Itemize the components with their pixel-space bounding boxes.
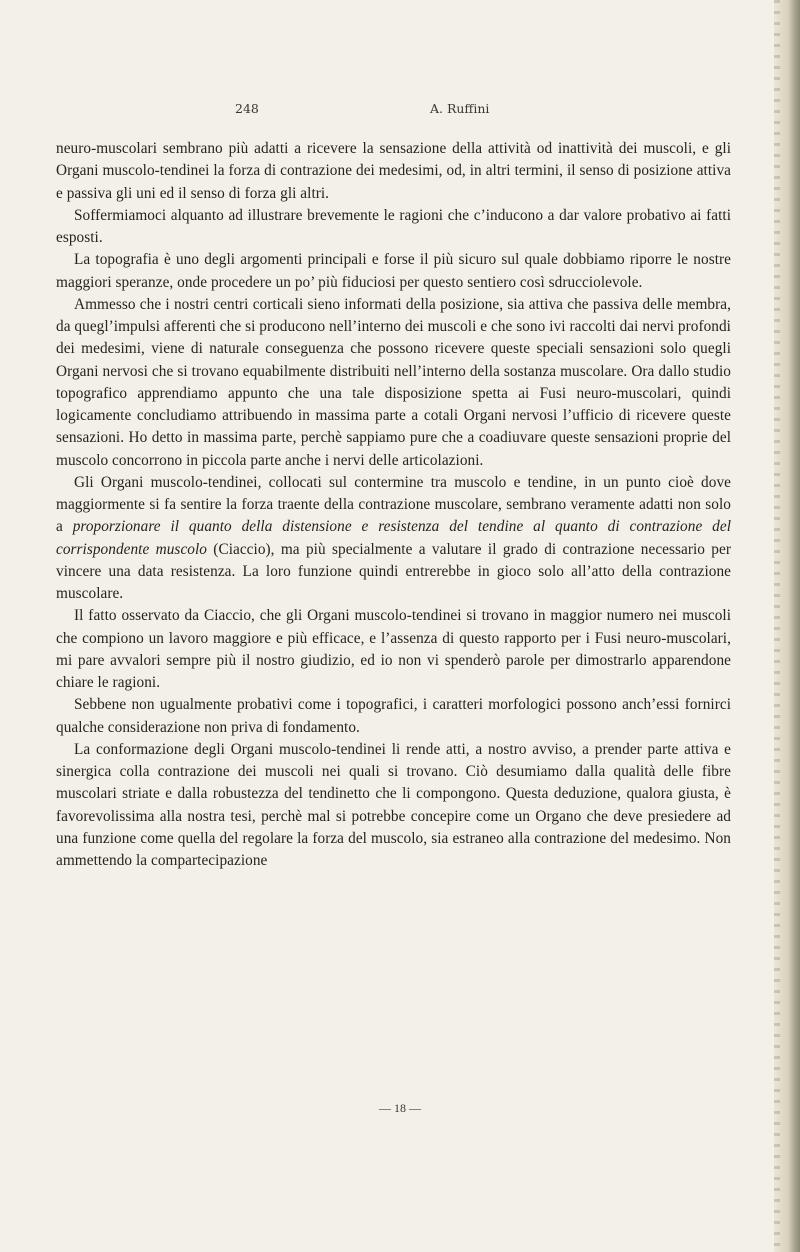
signature-mark: — 18 — xyxy=(379,1101,421,1115)
page-number: 248 xyxy=(235,101,259,116)
body-text xyxy=(56,138,731,872)
running-header xyxy=(235,101,725,121)
text-run: Ammesso che i nostri centri corticali sieno informati della posizione, sia attiva che passiva delle membra, da quegl’impulsi afferenti che si producono nell’interno dei muscoli e che sono ivi raccolti dai nervi profondi dei medesimi, viene di naturale conseguenza che possono ricevere queste speciali sensazioni solo quegli Organi nervosi che si trovano equabilmente distribuiti nell’interno della sostanza muscolare. Ora dallo studio topografico apprendiamo appunto che una tale disposizione spetta ai Fusi neuro-muscolari, quindi logicamente concludiamo attribuendo in massima parte a cotali Organi nervosi l’ufficio di ricevere queste sensazioni. Ho detto in massima parte, perchè sappiamo pure che a coadiuvare queste sensazioni proprie del muscolo concorrono in piccola parte anche i nervi delle articolazioni. xyxy=(56,295,731,469)
text-run: Il fatto osservato da Ciaccio, che gli Organi muscolo-tendinei si trovano in maggior numero nei muscoli che compiono un lavoro maggiore e più efficace, e l’assenza di questo rapporto per i Fusi neuro-muscolari, mi pare avvalori sempre più il nostro giudizio, ed io non vi spenderò parole per dimostrarlo apparendone chiare le ragioni. xyxy=(56,607,731,691)
text-run: Sebbene non ugualmente probativi come i topografici, i caratteri morfologici possono anch’essi fornirci qualche considerazione non priva di fondamento. xyxy=(56,696,731,736)
text-run: Gli Organi muscolo-tendinei, collocati sul contermine tra muscolo e tendine, in un punto cioè dove maggiormente si fa sentire la forza traente della contrazione muscolare, sembrano veramente adatti non solo a xyxy=(56,473,731,536)
paragraph xyxy=(56,605,731,694)
page-edge-shadow xyxy=(774,0,800,1252)
text-run: (Ciaccio), ma più specialmente a valutare il grado di contrazione necessario per vincere una data resistenza. La loro funzione quindi entrerebbe in gioco solo all’atto della contrazione muscolare. xyxy=(56,540,731,602)
text-run: La conformazione degli Organi muscolo-tendinei li rende atti, a nostro avviso, a prender parte attiva e sinergica colla contrazione dei muscoli nei quali si trovano. Ciò desumiamo dalla qualità delle fibre muscolari striate e dalla robustezza del tendinetto che li compongono. Questa deduzione, qualora giusta, è favorevolissima alla nostra tesi, perchè mal si potrebbe concepire come un Organo che deve presiedere ad una funzione come quella del regolare la forza del muscolo, sia estraneo alla contrazione del medesimo. Non ammettendo la compartecipazione xyxy=(56,740,731,869)
text-run: neuro-muscolari sembrano più adatti a ricevere la sensazione della attività od inattività dei muscoli, e gli Organi muscolo-tendinei la forza di contrazione dei medesimi, od, in altri termini, il senso di posizione attiva e passiva gli uni ed il senso di forza gli altri. xyxy=(56,140,731,202)
paragraph xyxy=(56,249,731,294)
text-run: Soffermiamoci alquanto ad illustrare brevemente le ragioni che c’inducono a dar valore probativo ai fatti esposti. xyxy=(56,206,731,246)
running-head-author: A. Ruffini xyxy=(430,101,490,116)
paragraph xyxy=(56,205,731,250)
paragraph xyxy=(56,694,731,739)
paragraph xyxy=(56,472,731,606)
paragraph xyxy=(56,294,731,472)
italic-phrase: proporzionare il quanto della distensione e resistenza del tendine al quanto di contrazione del corrispondente muscolo xyxy=(56,518,731,558)
text-run: La topografia è uno degli argomenti principali e forse il più sicuro sul quale dobbiamo riporre le nostre maggiori speranze, onde procedere un po’ più fiduciosi per questo sentiero così sdrucciolevole. xyxy=(56,251,731,291)
paragraph xyxy=(56,739,731,873)
paragraph xyxy=(56,138,731,205)
